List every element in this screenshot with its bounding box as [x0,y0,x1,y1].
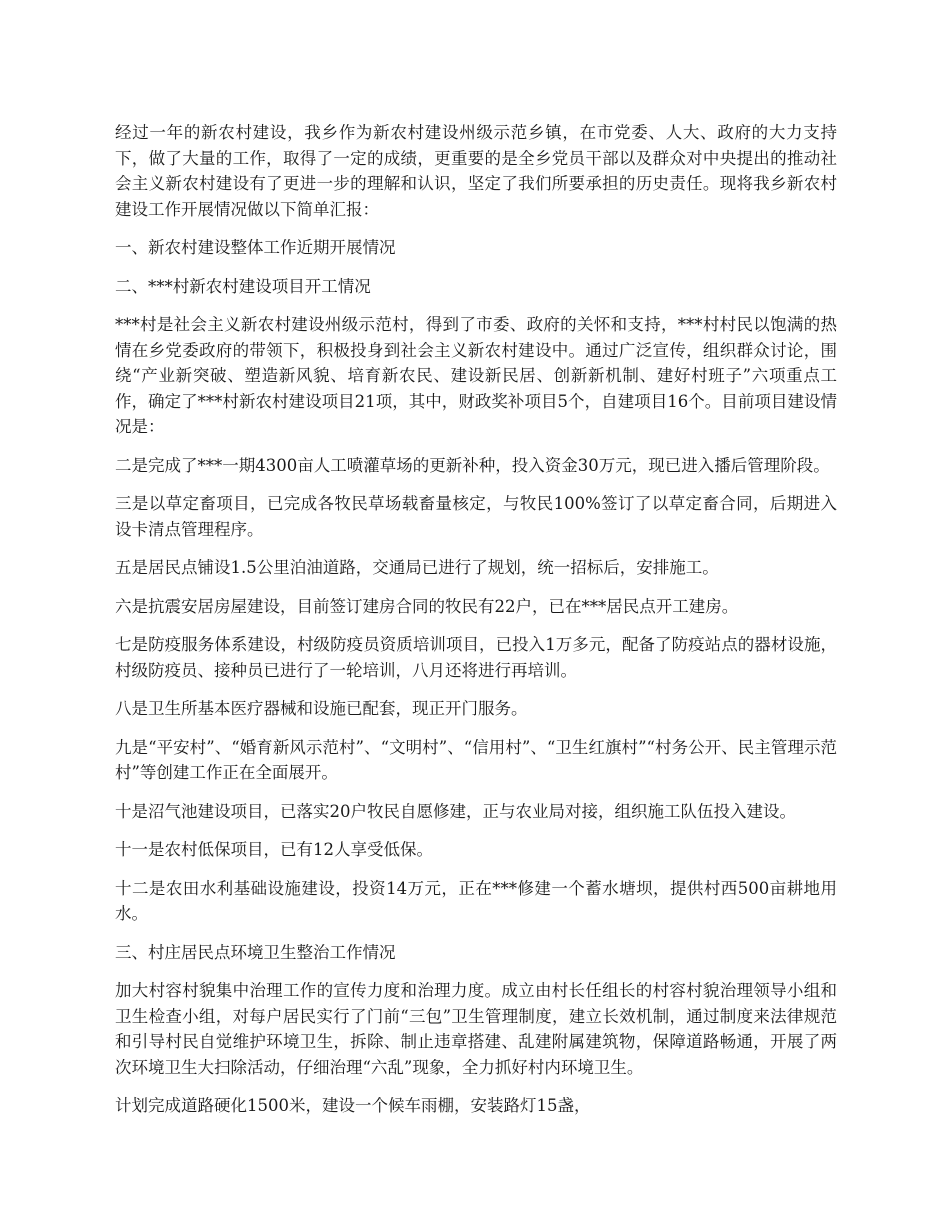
project-item-10: 十是沼气池建设项目，已落实20户牧民自愿修建，正与农业局对接，组织施工队伍投入建设。 [115,801,796,821]
section-heading-3: 三、村庄居民点环境卫生整治工作情况 [115,942,396,962]
section-heading-2: 二、***村新农村建设项目开工情况 [115,276,371,296]
village-overview-paragraph: ***村是社会主义新农村建设州级示范村，得到了市委、政府的关怀和支持，***村村民以饱满的热情在乡党委政府的带领下，积极投身到社会主义新农村建设中。通过广泛宣传，组织群众讨论，围绕“产业新突破、塑造新风貌、培育新农民、建设新民居、创新新机制、建好村班子”六项重点工作，确定了***村新农村建设项目21项，其中，财政奖补项目5个，自建项目16个。目前项目建设情况是： [115,315,837,436]
project-item-3: 三是以草定畜项目，已完成各牧民草场载畜量核定，与牧民100%签订了以草定畜合同，后期进入设卡清点管理程序。 [115,494,837,539]
project-item-9: 九是“平安村”、“婚育新风示范村”、“文明村”、“信用村”、“卫生红旗村”“村务公开、民主管理示范村”等创建工作正在全面展开。 [115,737,837,782]
project-item-11: 十一是农村低保项目，已有12人享受低保。 [115,840,433,859]
project-item-12: 十二是农田水利基础设施建设，投资14万元，正在***修建一个蓄水塘坝，提供村西500亩耕地用水。 [115,878,837,923]
project-item-2: 二是完成了***一期4300亩人工喷灌草场的更新补种，投入资金30万元，现已进入播后管理阶段。 [115,455,830,475]
document-body [115,120,837,1132]
project-item-8: 八是卫生所基本医疗器械和设施已配套，现正开门服务。 [115,699,528,718]
project-item-6: 六是抗震安居房屋建设，目前签订建房合同的牧民有22户，已在***居民点开工建房。 [115,596,739,616]
project-item-7: 七是防疫服务体系建设，村级防疫员资质培训项目，已投入1万多元，配备了防疫站点的器材设施，村级防疫员、接种员已进行了一轮培训，八月还将进行再培训。 [115,635,837,680]
plan-paragraph: 计划完成道路硬化1500米，建设一个候车雨棚，安装路灯15盏， [115,1096,591,1115]
sanitation-paragraph: 加大村容村貌集中治理工作的宣传力度和治理力度。成立由村长任组长的村容村貌治理领导小组和卫生检查小组，对每户居民实行了门前“三包”卫生管理制度，建立长效机制，通过制度来法律规范和引导村民自觉维护环境卫生，拆除、制止违章搭建、乱建附属建筑物，保障道路畅通，开展了两次环境卫生大扫除活动，仔细治理“六乱”现象，全力抓好村内环境卫生。 [115,981,837,1077]
intro-paragraph: 经过一年的新农村建设，我乡作为新农村建设州级示范乡镇，在市党委、人大、政府的大力支持下，做了大量的工作，取得了一定的成绩，更重要的是全乡党员干部以及群众对中央提出的推动社会主义新农村建设有了更进一步的理解和认识，坚定了我们所要承担的历史责任。现将我乡新农村建设工作开展情况做以下简单汇报： [115,123,837,219]
section-heading-1: 一、新农村建设整体工作近期开展情况 [115,238,396,257]
project-item-5: 五是居民点铺设1.5公里泊油道路，交通局已进行了规划，统一招标后，安排施工。 [115,558,719,577]
